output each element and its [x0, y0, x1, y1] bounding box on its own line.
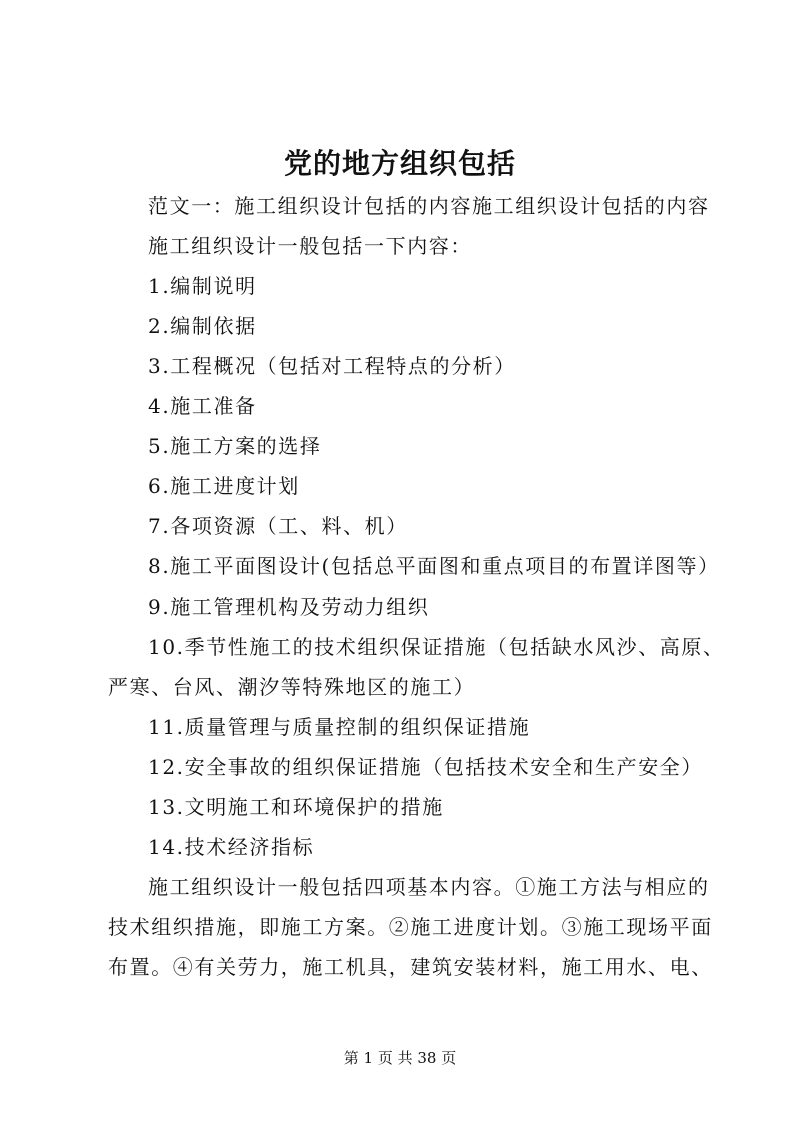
list-item: 12.安全事故的组织保证措施（包括技术安全和生产安全） — [148, 755, 704, 779]
list-item: 2.编制依据 — [148, 314, 257, 338]
list-item: 10.季节性施工的技术组织保证措施（包括缺水风沙、高原、 — [148, 635, 725, 659]
list-item: 1.编制说明 — [148, 274, 257, 298]
list-item: 14.技术经济指标 — [148, 835, 315, 859]
page-number-footer: 第 1 页 共 38 页 — [343, 1049, 457, 1067]
paragraph-line: 施工组织设计一般包括四项基本内容。①施工方法与相应的 — [148, 875, 710, 899]
list-item: 13.文明施工和环境保护的措施 — [148, 795, 444, 819]
list-item: 6.施工进度计划 — [148, 474, 300, 498]
list-item: 9.施工管理机构及劳动力组织 — [148, 595, 430, 619]
page-title: 党的地方组织包括 — [283, 147, 516, 180]
list-item-continuation: 严寒、台风、潮汐等特殊地区的施工） — [108, 675, 476, 699]
paragraph-line: 技术组织措施，即施工方案。②施工进度计划。③施工现场平面 — [108, 915, 713, 939]
paragraph-line: 范文一：施工组织设计包括的内容施工组织设计包括的内容 — [148, 194, 710, 218]
list-item: 11.质量管理与质量控制的组织保证措施 — [148, 715, 531, 739]
list-item: 4.施工准备 — [148, 394, 257, 418]
list-item: 3.工程概况（包括对工程特点的分析） — [148, 354, 516, 378]
list-item: 5.施工方案的选择 — [148, 434, 322, 458]
paragraph-line: 布置。④有关劳力，施工机具，建筑安装材料，施工用水、电、 — [108, 955, 713, 979]
paragraph-line: 施工组织设计一般包括一下内容： — [148, 234, 472, 258]
list-item: 7.各项资源（工、料、机） — [148, 514, 408, 538]
list-item: 8.施工平面图设计(包括总平面图和重点项目的布置详图等） — [148, 554, 720, 578]
